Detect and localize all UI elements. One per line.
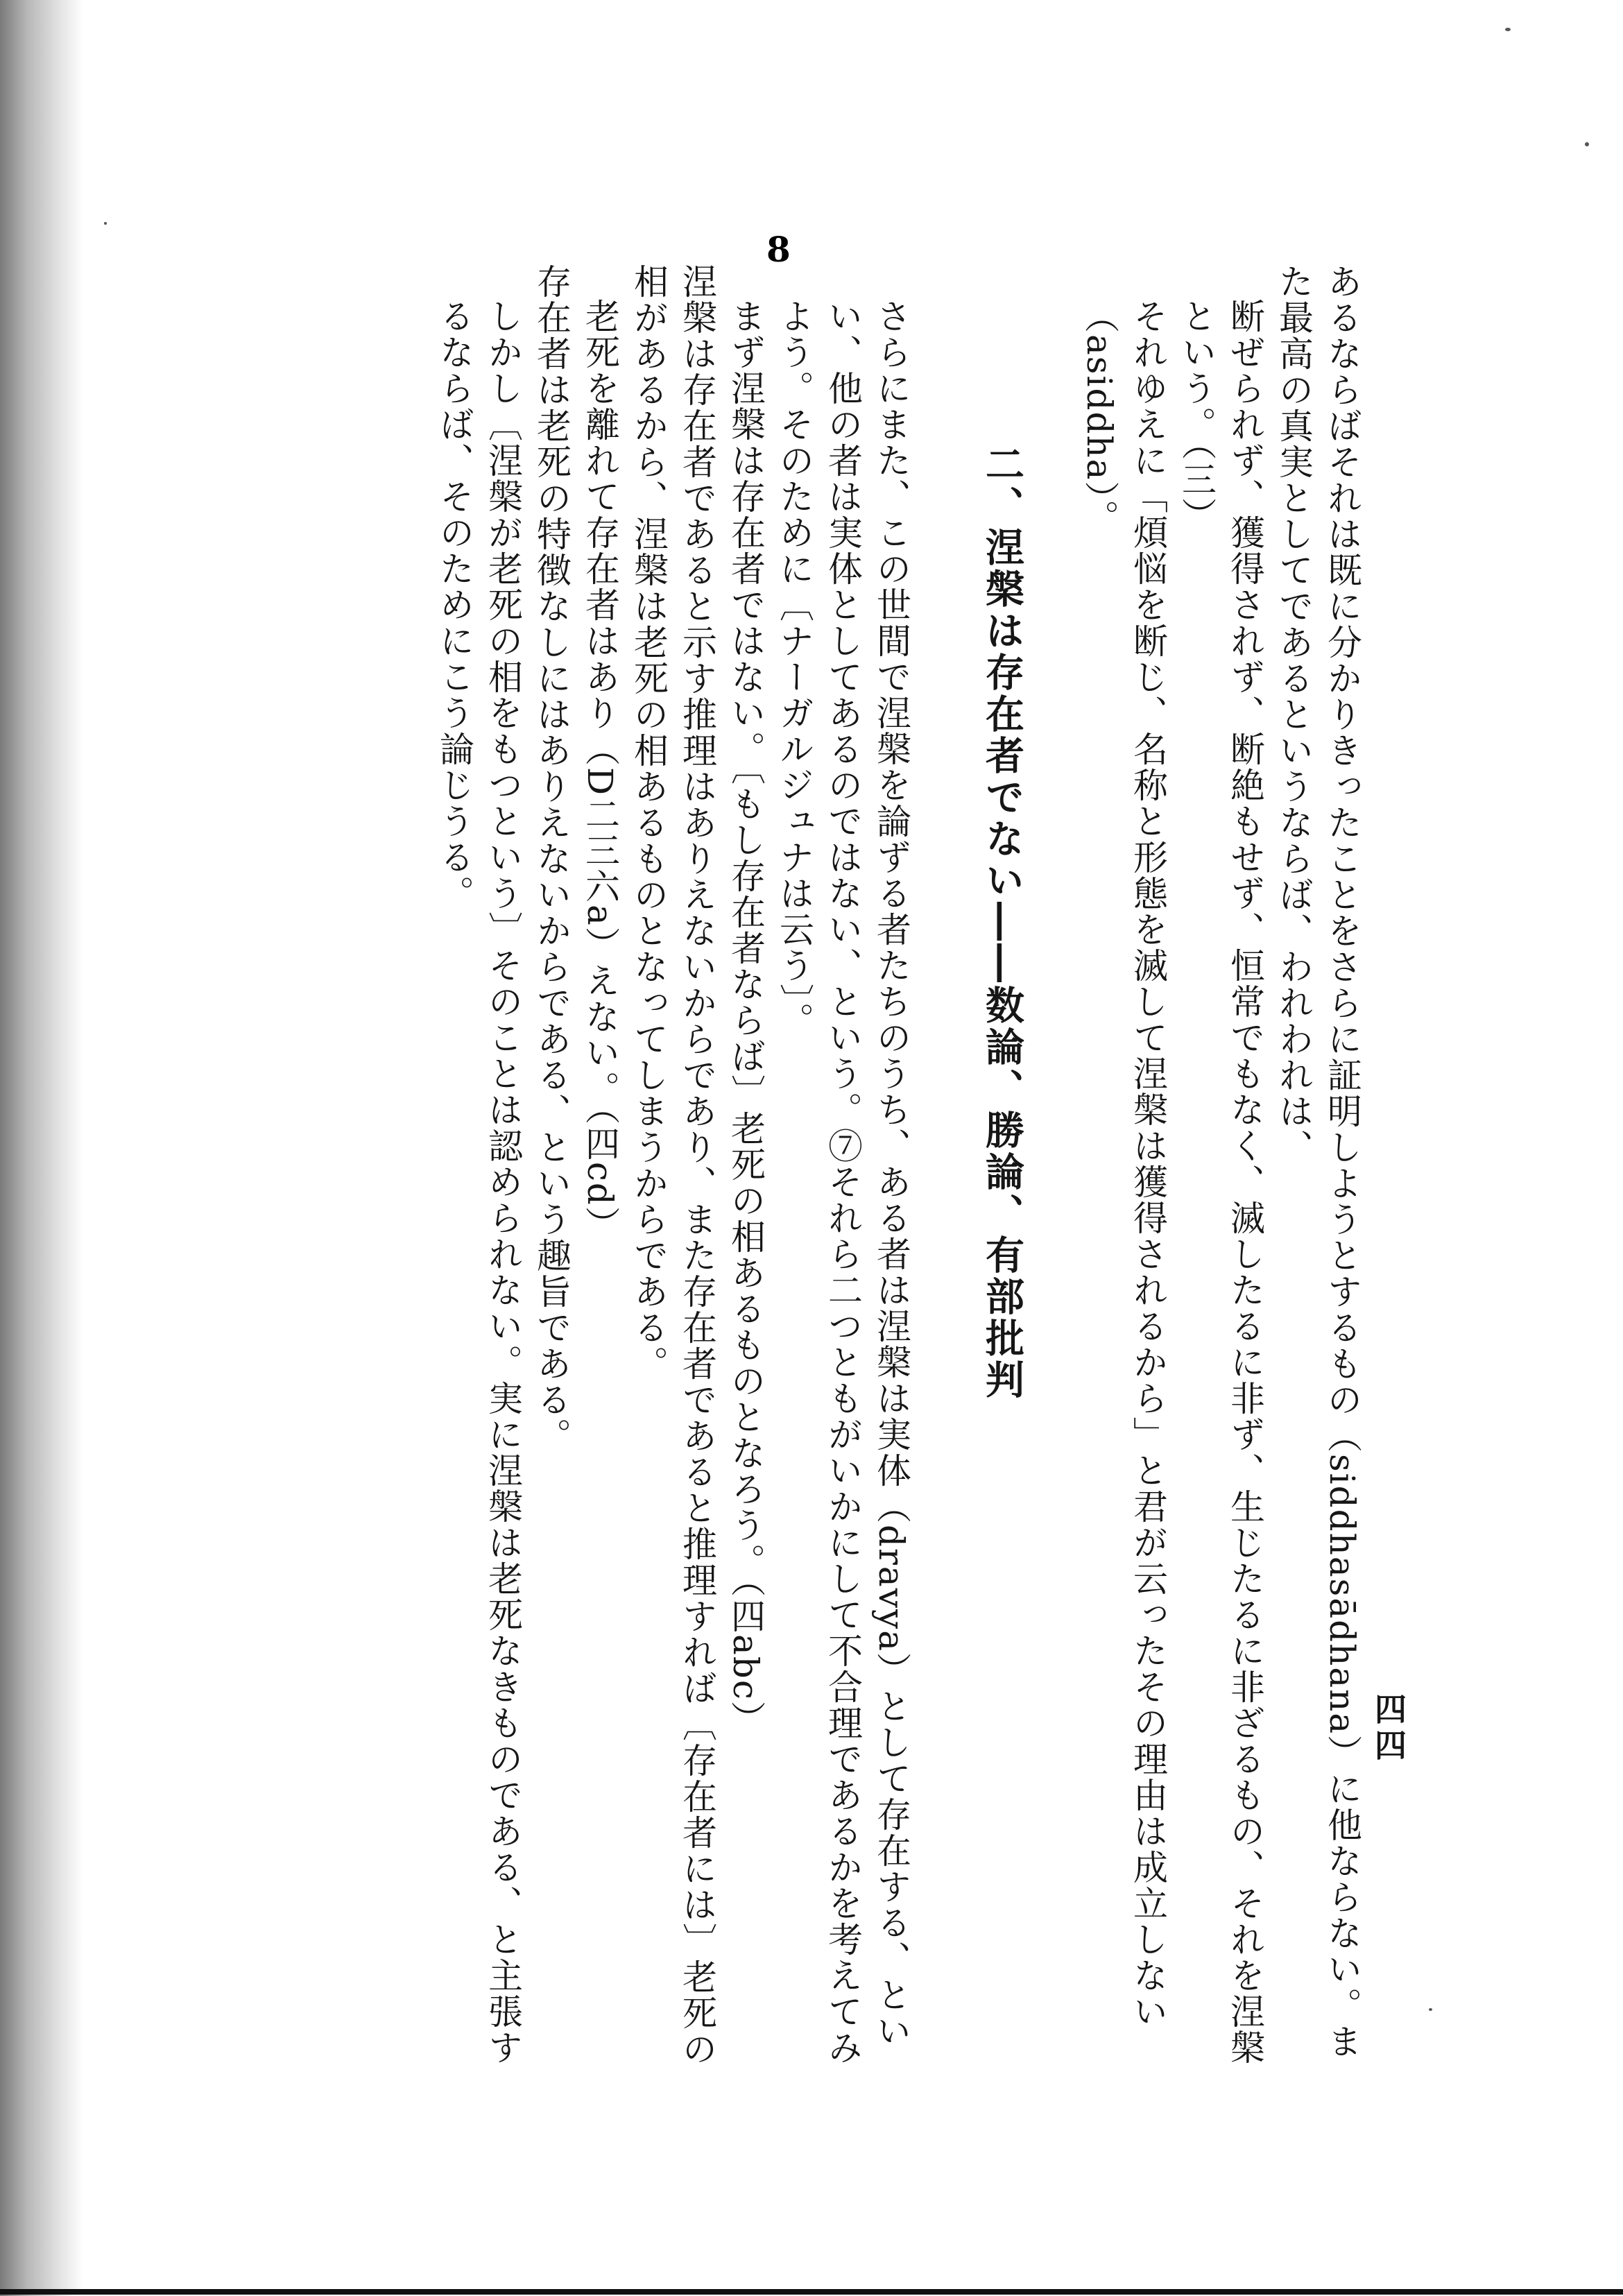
- paragraph-commentary-3: しかし〔涅槃が老死の相をもつという〕そのことは認められない。実に涅槃は老死なきものである、と主張するならば、そのためにこう論じうる。: [434, 298, 523, 2066]
- verse-3: 断ぜられず、獲得されず、断絶もせず、恒常でもなく、滅したるに非ず、生じたるに非ざるもの、それを涅槃という。（三）: [1176, 298, 1265, 2066]
- verse-4cd: 老死を離れて存在者はあり（D二三六a）えない。（四cd）: [580, 298, 620, 1242]
- scan-speck: [1585, 142, 1589, 146]
- scan-speck: [104, 222, 107, 225]
- paragraph-commentary-2: 存在者は老死の特徴なしにはありえないからである、という趣旨である。: [531, 264, 572, 1454]
- scan-speck: [1505, 28, 1511, 31]
- verse-4abc: まず涅槃は存在者ではない。〔もし存在者ならば〕老死の相あるものとなろう。（四abc）: [725, 298, 766, 1737]
- paragraph-commentary-1: 涅槃は存在者であると示す推理はありえないからであり、また存在者であると推理すれば〔存在者には〕老死の相があるから、涅槃は老死の相あるものとなってしまうからである。: [628, 264, 717, 2067]
- binding-shadow: [0, 0, 83, 2296]
- scan-speck: [1429, 2008, 1432, 2011]
- section-heading: 二、涅槃は存在者でない――数論、勝論、有部批判: [979, 444, 1025, 1401]
- page-number: 四四: [1370, 1693, 1407, 1765]
- body-text: [132, 264, 1366, 2095]
- paragraph-intro: さらにまた、この世間で涅槃を論ずる者たちのうち、ある者は涅槃は実体（dravya）として存在する、といい、他の者は実体としてあるのではない、という。⑦それら二つともがいかにして不合理であるかを考えてみよう。そのために〔ナーガルジュナは云う〕。: [774, 298, 911, 2066]
- paragraph-continuation: あるならばそれは既に分かりきったことをさらに証明しようとするもの（siddhasādhana）に他ならない。また最高の真実としてであるというならば、われわれは、: [1273, 264, 1362, 2060]
- paragraph-reason: それゆえに「煩悩を断じ、名称と形態を滅して涅槃は獲得されるから」と君が云ったその理由は成立しない（asiddha）。: [1079, 298, 1168, 2030]
- handwritten-mark: 8: [766, 229, 791, 270]
- bottom-edge-rule: [0, 2289, 1623, 2295]
